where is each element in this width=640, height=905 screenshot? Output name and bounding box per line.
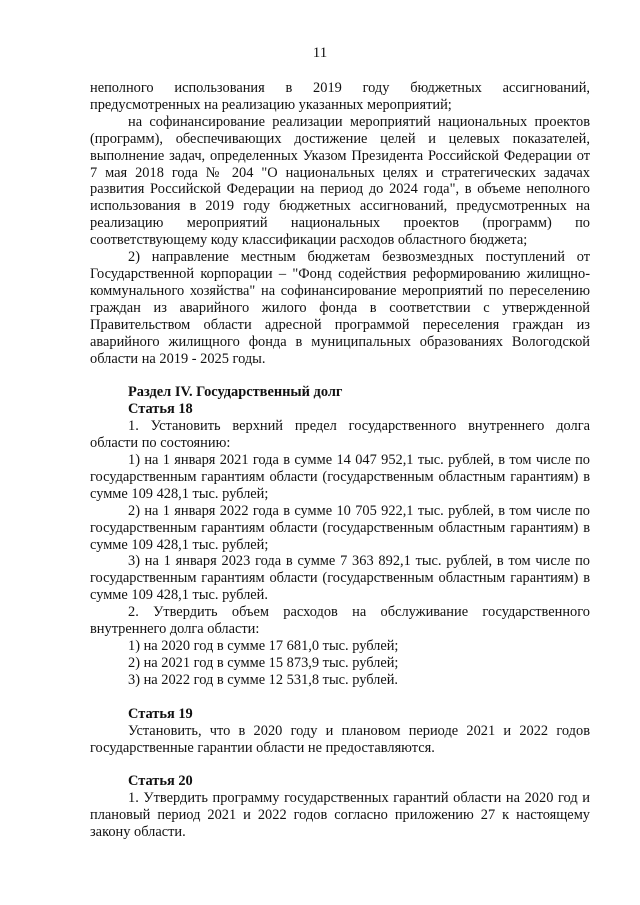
article-18-expense-2: 2) на 2021 год в сумме 15 873,9 тыс. рублей; <box>128 654 399 671</box>
section-title: Раздел IV. Государственный долг <box>128 384 343 401</box>
article-18-expense-1: 1) на 2020 год в сумме 17 681,0 тыс. рублей; <box>128 638 399 654</box>
article-18-paragraph-2: 2. Утвердить объем расходов на обслуживание государственного внутреннего долга области: <box>90 604 590 638</box>
paragraph-national-projects: на софинансирование реализации мероприятий национальных проектов (программ), обеспечивающих достижение целей и целевых показателей, выполнение задач, определенных Указом Президента Российской Федерации от 7 мая 2018 года № 204 "О национальных целях и стратегических задачах развития Российской Федерации на период до 2024 года", в объеме неполного использования в 2019 году бюджетных ассигнований, предусмотренных на реализацию мероприятий национальных проектов (программ) по соответствующему коду классификации расходов областного бюджета; <box>90 113 590 249</box>
paragraph-continuation: неполного использования в 2019 году бюджетных ассигнований, предусмотренных на реализацию указанных мероприятий; <box>90 80 590 113</box>
article-20-heading: Статья 20 <box>128 773 193 790</box>
page-number: 11 <box>312 45 328 61</box>
article-18-item-2: 2) на 1 января 2022 года в сумме 10 705 922,1 тыс. рублей, в том числе по государственным гарантиям области (государственным областным гарантиям) в сумме 109 428,1 тыс. рублей; <box>90 502 590 553</box>
article-19-paragraph: Установить, что в 2020 году и плановом периоде 2021 и 2022 годов государственные гарантии области не предоставляются. <box>90 722 590 756</box>
document-body <box>90 80 590 841</box>
article-18-item-3: 3) на 1 января 2023 года в сумме 7 363 892,1 тыс. рублей, в том числе по государственным гарантиям области (государственным областным гарантиям) в сумме 109 428,1 тыс. рублей. <box>90 553 590 604</box>
article-18-paragraph-1: 1. Установить верхний предел государственного внутреннего долга области по состоянию: <box>90 418 590 452</box>
article-18-item-1: 1) на 1 января 2021 года в сумме 14 047 952,1 тыс. рублей, в том числе по государственным гарантиям области (государственным областным гарантиям) в сумме 109 428,1 тыс. рублей; <box>90 452 590 502</box>
paragraph-local-budgets: 2) направление местным бюджетам безвозмездных поступлений от Государственной корпорации – "Фонд содействия реформированию жилищно-коммунального хозяйства" на софинансирование мероприятий по переселению граждан из аварийного жилого фонда в соответствии с утвержденной Правительством области адресной программой переселения граждан из аварийного жилищного фонда в муниципальных образованиях Вологодской области на 2019 - 2025 годы. <box>90 249 590 367</box>
article-19-heading: Статья 19 <box>128 705 193 722</box>
article-20-paragraph: 1. Утвердить программу государственных гарантий области на 2020 год и плановый период 2021 и 2022 годов согласно приложению 27 к настоящему закону области. <box>90 790 590 841</box>
article-18-heading: Статья 18 <box>128 401 193 418</box>
article-18-expense-3: 3) на 2022 год в сумме 12 531,8 тыс. рублей. <box>128 671 399 688</box>
